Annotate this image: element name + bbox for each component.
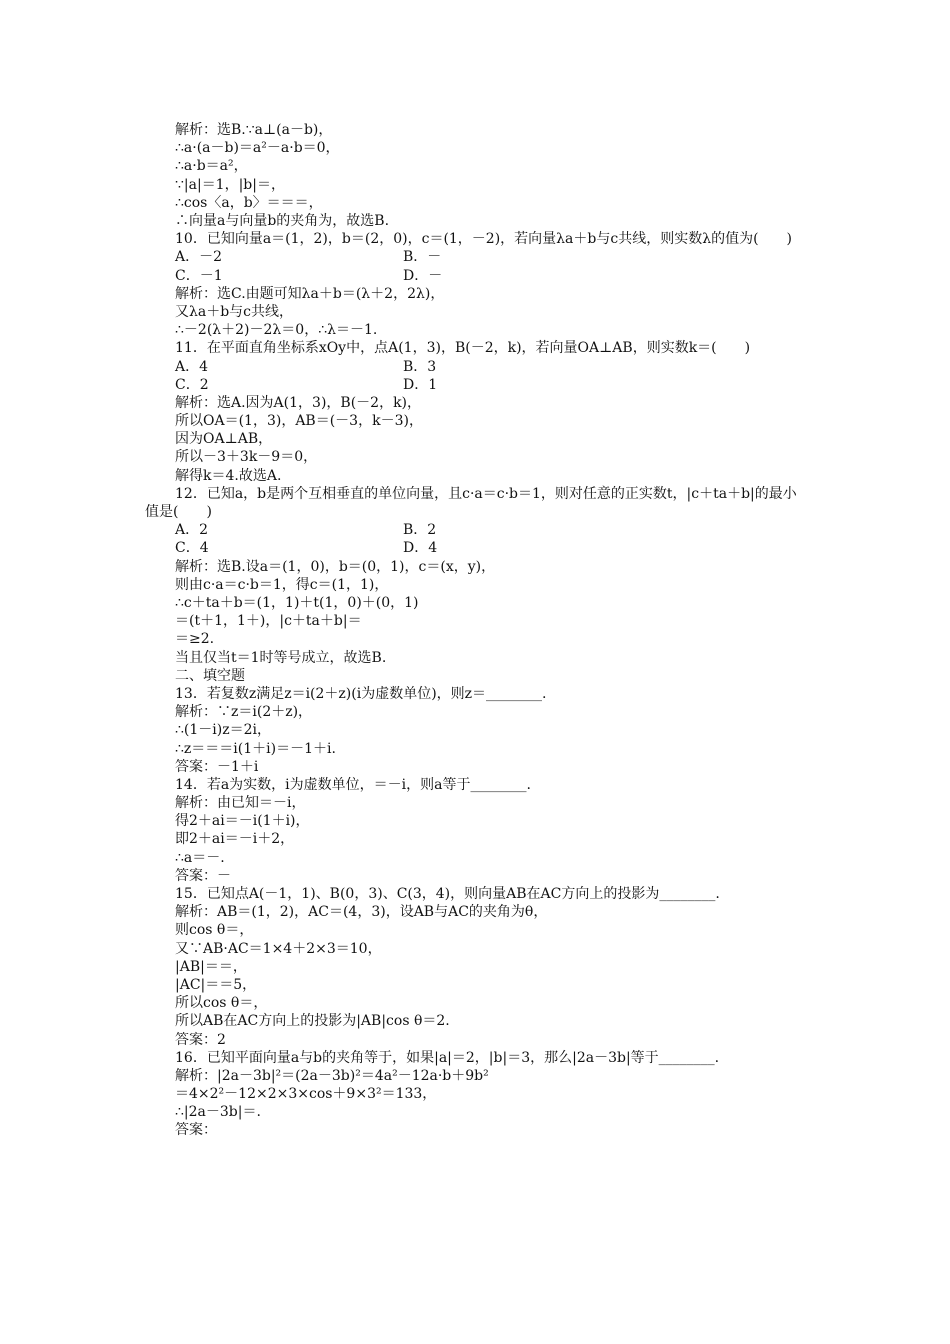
text-line: 解析：选C.由题可知λa＋b＝(λ＋2，2λ)， (175, 285, 445, 302)
text-line: 则由c·a＝c·b＝1，得c＝(1，1)， (175, 576, 389, 593)
text-line: 答案：2 (175, 1031, 226, 1048)
text-line: 所以OA＝(1，3)，AB＝(－3，k－3)， (175, 413, 423, 430)
text-line: 解析：|2a－3b|²＝(2a－3b)²＝4a²－12a·b＋9b² (175, 1067, 489, 1084)
text-line: 又∵AB·AC＝1×4＋2×3＝10， (175, 940, 382, 957)
text-line: 解析：选B.设a＝(1，0)，b＝(0，1)，c＝(x，y)， (175, 558, 496, 575)
text-line: 13．若复数z满足z＝i(2＋z)(i为虚数单位)，则z＝________. (175, 685, 547, 702)
text-line: ＝4×2²－12×2×3×cos＋9×3²＝133， (175, 1086, 437, 1103)
choice-option: A．－2 (175, 249, 223, 266)
text-line: 答案：－ (175, 867, 231, 884)
text-line: |AC|＝＝5， (175, 976, 257, 993)
choice-option: D．4 (403, 540, 438, 557)
text-line: ＝(t＋1，1＋)，|c＋ta＋b|＝ (175, 613, 362, 630)
choice-option: D．－ (403, 267, 443, 284)
text-line: 解得k＝4.故选A. (175, 467, 282, 484)
text-line: ∴(1－i)z＝2i， (175, 722, 271, 739)
choice-row (145, 358, 810, 376)
text-line: 二、填空题 (175, 667, 245, 684)
text-line: 答案： (175, 1122, 217, 1139)
text-line: 则cos θ＝， (175, 922, 254, 939)
text-line: ∴a·(a－b)＝a²－a·b＝0， (175, 140, 340, 157)
choice-option: C．4 (175, 540, 209, 557)
text-line: ∴z＝＝＝i(1＋i)＝－1＋i. (175, 740, 336, 757)
question-text: 12．已知a，b是两个互相垂直的单位向量，且c·a＝c·b＝1，则对任意的正实数t，|c＋ta＋b|的最小值是( ) (145, 485, 797, 521)
choice-option: D．1 (403, 376, 438, 393)
text-line: 因为OA⊥AB， (175, 431, 273, 448)
text-line: ∴a＝－. (175, 849, 225, 866)
text-line: 即2＋ai＝－i＋2， (175, 831, 295, 848)
text-line: 又λa＋b与c共线， (175, 303, 294, 320)
text-line: 解析：∵z＝i(2＋z)， (175, 704, 313, 721)
choice-option: B．－ (403, 249, 442, 266)
text-line: ∴向量a与向量b的夹角为，故选B. (175, 212, 390, 229)
question-text: 16．已知平面向量a与b的夹角等于，如果|a|＝2，|b|＝3，那么|2a－3b|等于________. (175, 1049, 720, 1066)
text-line: ∴c＋ta＋b＝(1，1)＋t(1，0)＋(0，1) (175, 595, 419, 612)
choice-option: A．4 (175, 358, 209, 375)
text-line: ∴|2a－3b|＝. (175, 1104, 261, 1121)
text-line: 答案：－1＋i (175, 758, 259, 775)
text-line: ∴－2(λ＋2)－2λ＝0，∴λ＝－1. (175, 322, 378, 339)
choice-option: B．3 (403, 358, 437, 375)
question-text: 10．已知向量a＝(1，2)，b＝(2，0)，c＝(1，－2)，若向量λa＋b与c共线，则实数λ的值为( ) (175, 231, 792, 248)
text-line: 所以cos θ＝， (175, 995, 268, 1012)
text-line: ∴cos〈a，b〉＝＝＝， (175, 194, 323, 211)
choice-row (145, 521, 810, 539)
text-line: ＝≥2. (175, 631, 215, 648)
choice-row (145, 539, 810, 557)
text-line: 所以AB在AC方向上的投影为|AB|cos θ＝2. (175, 1013, 450, 1030)
choice-option: C．－1 (175, 267, 223, 284)
text-line: 所以－3＋3k－9＝0， (175, 449, 318, 466)
text-line: |AB|＝＝， (175, 958, 247, 975)
choice-option: B．2 (403, 522, 437, 539)
text-line: 15．已知点A(－1，1)、B(0，3)、C(3，4)，则向量AB在AC方向上的投影为________. (175, 886, 720, 903)
document-page (145, 121, 810, 1140)
text-line: ∴a·b＝a²， (175, 158, 248, 175)
text-line: 当且仅当t＝1时等号成立，故选B. (175, 649, 387, 666)
text-line: 解析：选A.因为A(1，3)，B(－2，k)， (175, 394, 422, 411)
choice-row (145, 267, 810, 285)
text-line: ∵|a|＝1，|b|＝， (175, 176, 285, 193)
text-line: 14．若a为实数，i为虚数单位，＝－i，则a等于________. (175, 776, 531, 793)
choice-option: C．2 (175, 376, 209, 393)
text-line: 解析：由已知＝－i， (175, 795, 306, 812)
text-line: 解析：选B.∵a⊥(a－b)， (175, 122, 333, 138)
choice-option: A．2 (175, 522, 209, 539)
choice-row (145, 248, 810, 266)
text-line: 得2＋ai＝－i(1＋i)， (175, 813, 310, 830)
choice-row (145, 376, 810, 394)
question-text: 11．在平面直角坐标系xOy中，点A(1，3)，B(－2，k)，若向量OA⊥AB，则实数k＝( ) (175, 340, 751, 357)
text-line: 解析：AB＝(1，2)，AC＝(4，3)，设AB与AC的夹角为θ， (175, 904, 548, 921)
